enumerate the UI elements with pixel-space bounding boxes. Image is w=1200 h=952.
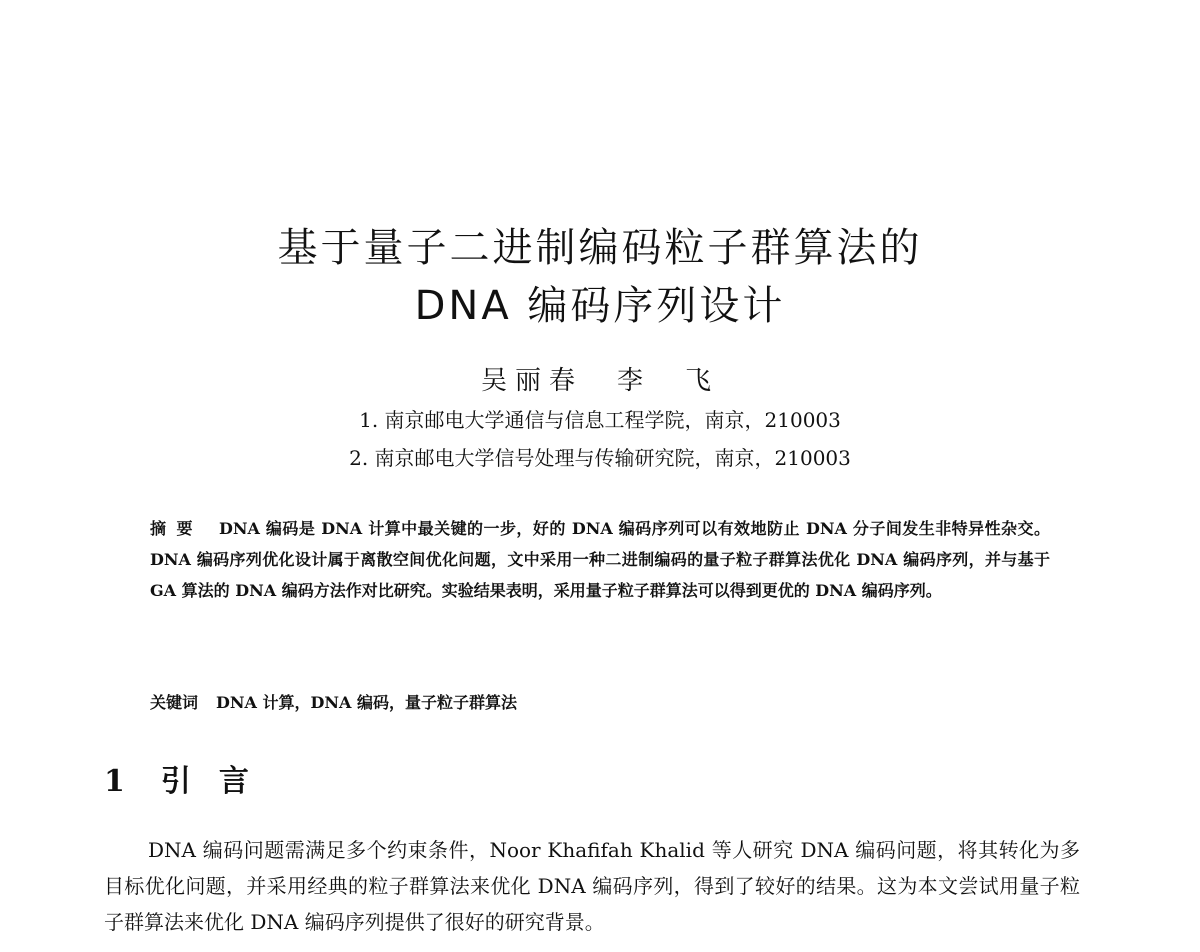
body-text — [104, 832, 1080, 940]
keywords — [150, 690, 1050, 713]
abstract-text: DNA 编码是 DNA 计算中最关键的一步，好的 DNA 编码序列可以有效地防止 DNA 分子间发生非特异性杂交。DNA 编码序列优化设计属于离散空间优化问题，文中采用一种二进制编码的量子粒子群算法优化 DNA 编码序列，并与基于 GA 算法的 DNA 编码方法作对比研究。实验结果表明，采用量子粒子群算法可以得到更优的 DNA 编码序列。 — [150, 519, 1050, 600]
paper-title-line-2: DNA 编码序列设计 — [414, 283, 786, 329]
affiliation-1: 1. 南京邮电大学通信与信息工程学院，南京，210003 — [359, 408, 841, 432]
section-number: 1 — [104, 764, 125, 799]
affiliation-2: 2. 南京邮电大学信号处理与传输研究院，南京，210003 — [349, 446, 851, 470]
authors: 吴丽春 李 飞 — [480, 366, 719, 396]
keywords-label: 关键词 — [150, 693, 199, 712]
abstract — [150, 513, 1050, 606]
keywords-text: DNA 计算，DNA 编码，量子粒子群算法 — [216, 693, 517, 712]
body-paragraph: DNA 编码问题需满足多个约束条件，Noor Khafifah Khalid 等人研究 DNA 编码问题，将其转化为多目标优化问题，并采用经典的粒子群算法来优化 DNA 编码序列，得到了较好的结果。这为本文尝试用量子粒子群算法来优化 DNA 编码序列提供了很好的研究背景。 — [104, 838, 1080, 934]
paper-title-line-1: 基于量子二进制编码粒子群算法的 — [277, 225, 923, 271]
section-title: 引言 — [160, 764, 277, 799]
abstract-label: 摘要 — [150, 519, 203, 538]
section-heading — [104, 756, 277, 800]
